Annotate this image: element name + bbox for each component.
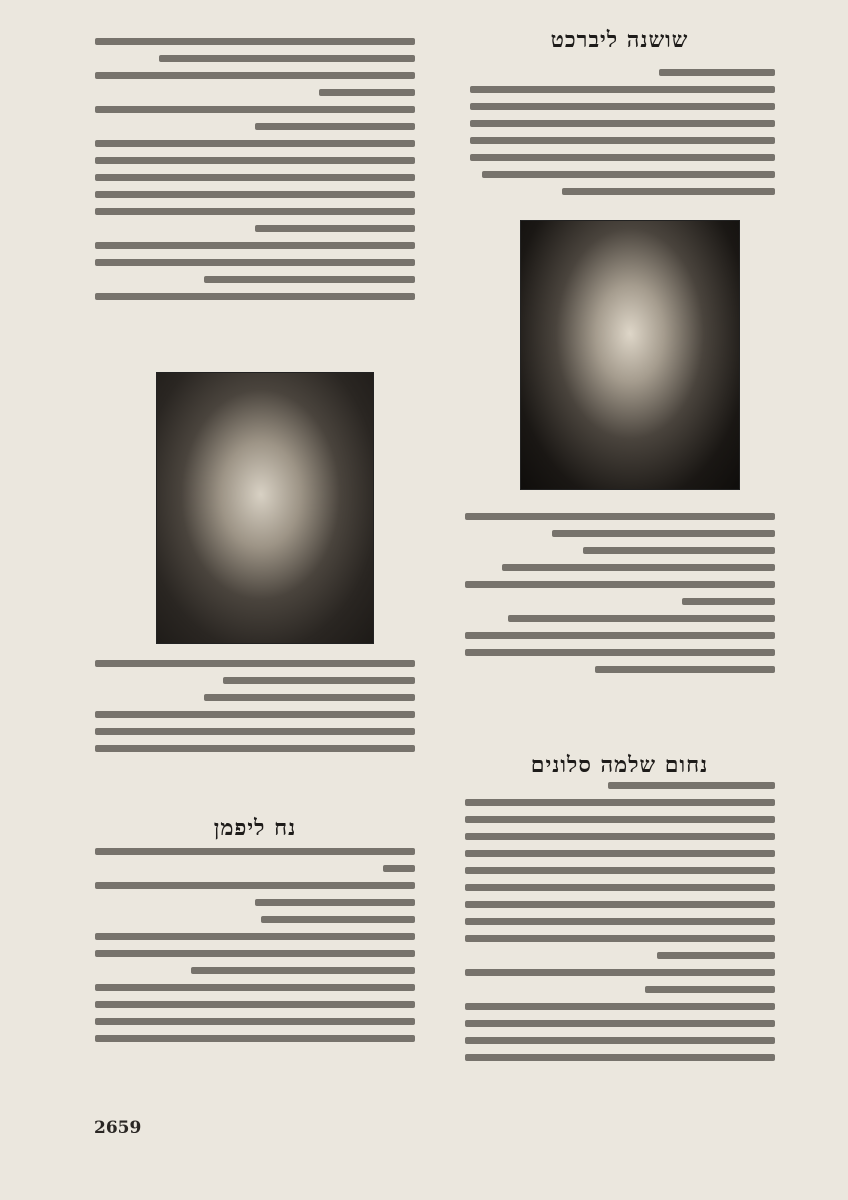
portrait-photo-woman [520,220,740,490]
entry-text-left-continued [95,38,415,310]
entry-text-noah-lipman [95,848,415,1052]
entry-heading-shoshana-liebrecht: שושנה ליברכט [550,27,689,53]
portrait-photo-man [156,372,374,644]
page-number: 2659 [94,1118,142,1138]
entry-text-shoshana-continued [465,513,775,683]
entry-text-shoshana-intro [470,69,775,205]
entry-heading-nahum-shlomo-slonim: נחום שלמה סלונים [530,752,709,778]
entry-heading-noah-lipman: נח ליפמן [213,815,297,841]
entry-text-left-after-photo [95,660,415,762]
entry-text-nahum-slonim [465,782,775,1071]
